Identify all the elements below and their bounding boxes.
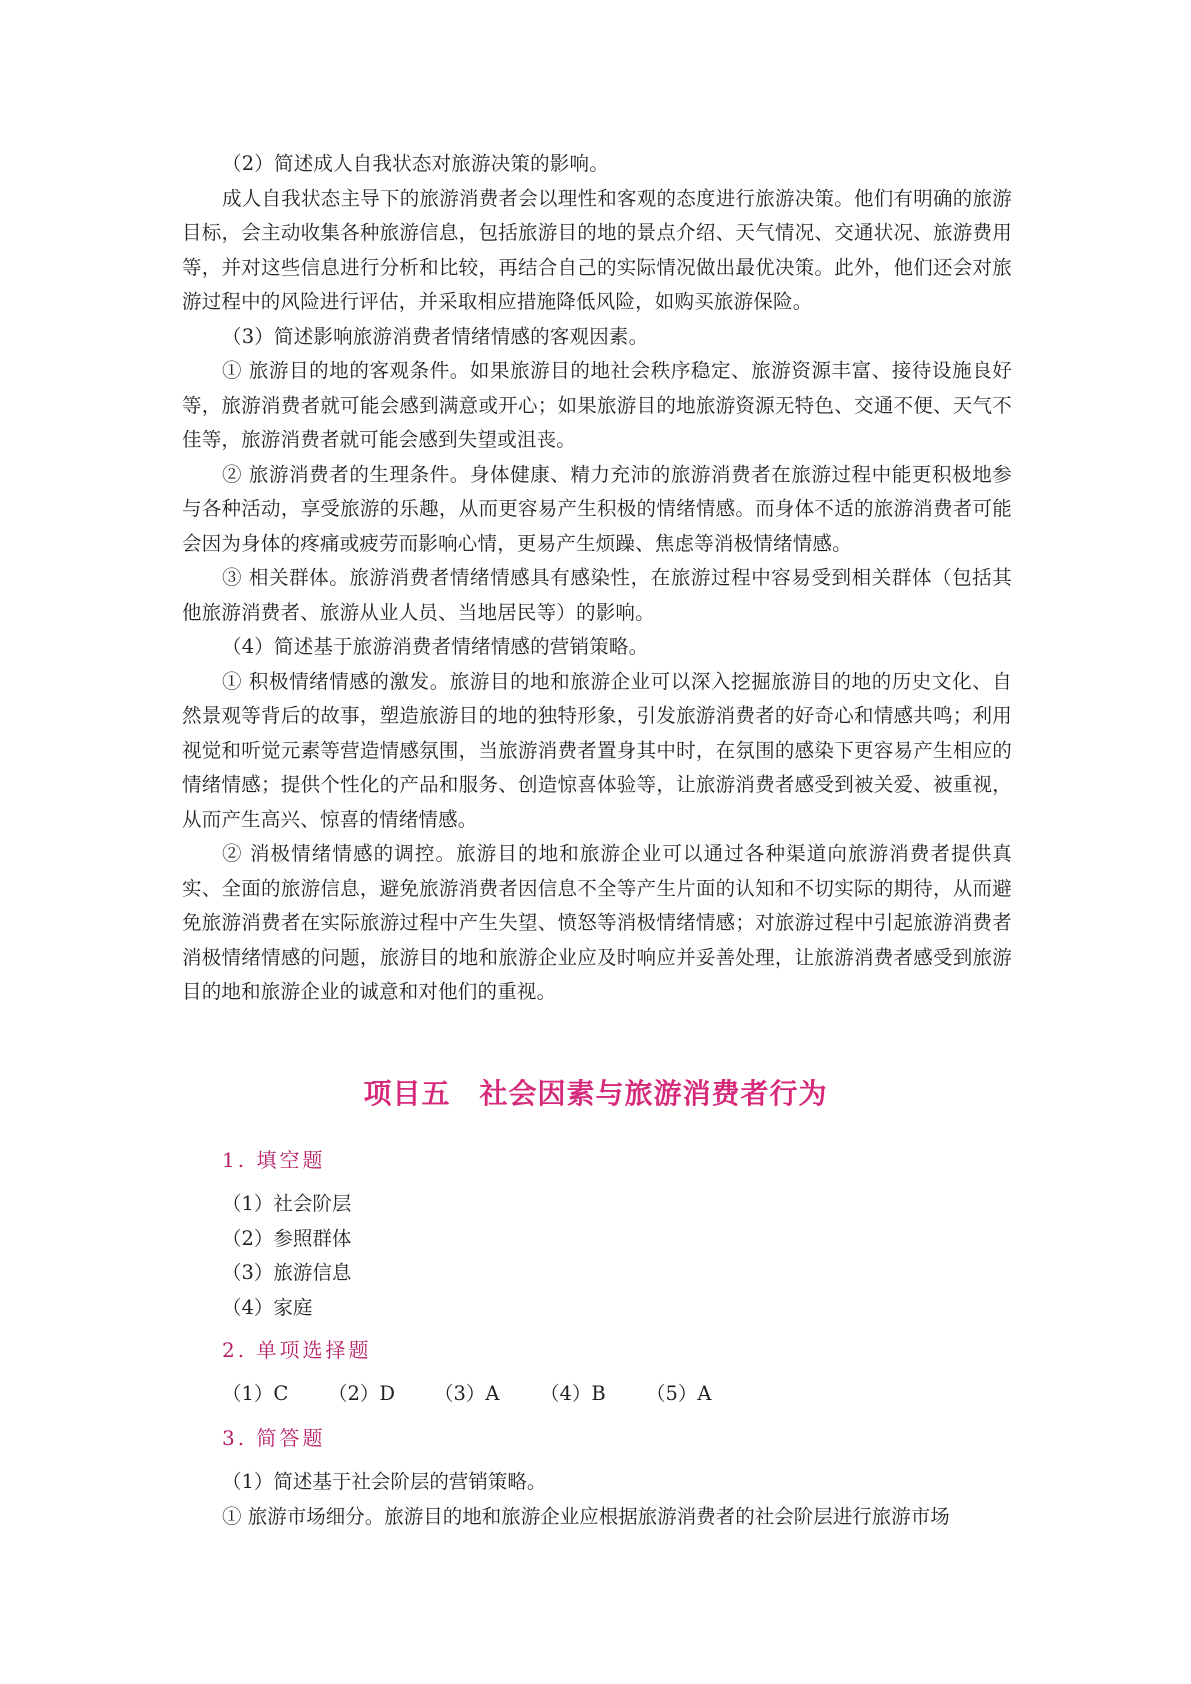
sa-q1-title: （1）简述基于社会阶层的营销策略。 bbox=[222, 1470, 547, 1493]
fill-in-item: （3）旅游信息 bbox=[222, 1261, 352, 1284]
q3-answer-2: ② 旅游消费者的生理条件。身体健康、精力充沛的旅游消费者在旅游过程中能更积极地参与各种活动，享受旅游的乐趣，从而更容易产生积极的情绪情感。而身体不适的旅游消费者可能会因为身体的疼痛或疲劳而影响心情，更易产生烦躁、焦虑等消极情绪情感。 bbox=[182, 462, 1012, 555]
upper-answers bbox=[182, 147, 1012, 1010]
q4-answer-1: ① 积极情绪情感的激发。旅游目的地和旅游企业可以深入挖掘旅游目的地的历史文化、自然景观等背后的故事，塑造旅游目的地的独特形象，引发旅游消费者的好奇心和情感共鸣；利用视觉和听觉元素等营造情感氛围，当旅游消费者置身其中时，在氛围的感染下更容易产生相应的情绪情感；提供个性化的产品和服务、创造惊喜体验等，让旅游消费者感受到被关爱、被重视，从而产生高兴、惊喜的情绪情感。 bbox=[182, 669, 1012, 831]
q2-answer: 成人自我状态主导下的旅游消费者会以理性和客观的态度进行旅游决策。他们有明确的旅游目标，会主动收集各种旅游信息，包括旅游目的地的景点介绍、天气情况、交通状况、旅游费用等，并对这些信息进行分析和比较，再结合自己的实际情况做出最优决策。此外，他们还会对旅游过程中的风险进行评估，并采取相应措施降低风险，如购买旅游保险。 bbox=[182, 186, 1012, 313]
choice-answer: （5）A bbox=[646, 1382, 712, 1405]
q4-title: （4）简述基于旅游消费者情绪情感的营销策略。 bbox=[222, 635, 649, 658]
fill-in-item: （2）参照群体 bbox=[222, 1226, 352, 1250]
section-title: 项目五 社会因素与旅游消费者行为 bbox=[363, 1077, 828, 1110]
single-choice-answers bbox=[222, 1377, 1012, 1411]
q3-answer-1: ① 旅游目的地的客观条件。如果旅游目的地社会秩序稳定、旅游资源丰富、接待设施良好等，旅游消费者就可能会感到满意或开心；如果旅游目的地旅游资源无特色、交通不便、天气不佳等，旅游消费者就可能会感到失望或沮丧。 bbox=[182, 359, 1012, 451]
single-choice-heading: 2. 单项选择题 bbox=[222, 1338, 372, 1362]
short-answer-heading: 3. 简答题 bbox=[222, 1426, 326, 1450]
q3-title: （3）简述影响旅游消费者情绪情感的客观因素。 bbox=[222, 324, 649, 348]
fill-in-item: （1）社会阶层 bbox=[222, 1192, 352, 1215]
choice-answer: （2）D bbox=[328, 1382, 396, 1405]
choice-answer: （3）A bbox=[434, 1382, 500, 1405]
q4-answer-2: ② 消极情绪情感的调控。旅游目的地和旅游企业可以通过各种渠道向旅游消费者提供真实、全面的旅游信息，避免旅游消费者因信息不全等产生片面的认知和不切实际的期待，从而避免旅游消费者在实际旅游过程中产生失望、愤怒等消极情绪情感；对旅游过程中引起旅游消费者消极情绪情感的问题，旅游目的地和旅游企业应及时响应并妥善处理，让旅游消费者感受到旅游目的地和旅游企业的诚意和对他们的重视。 bbox=[182, 842, 1012, 1003]
project-five-answers bbox=[182, 1143, 1012, 1534]
choice-answer: （4）B bbox=[540, 1382, 606, 1405]
sa-q1-answer-1: ① 旅游市场细分。旅游目的地和旅游企业应根据旅游消费者的社会阶层进行旅游市场 bbox=[222, 1504, 950, 1528]
choice-answer: （1）C bbox=[222, 1382, 289, 1405]
fill-in-item: （4）家庭 bbox=[222, 1295, 313, 1319]
q2-title: （2）简述成人自我状态对旅游决策的影响。 bbox=[222, 152, 609, 175]
fill-in-heading: 1. 填空题 bbox=[222, 1148, 326, 1172]
q3-answer-3: ③ 相关群体。旅游消费者情绪情感具有感染性，在旅游过程中容易受到相关群体（包括其他旅游消费者、旅游从业人员、当地居民等）的影响。 bbox=[182, 566, 1012, 624]
